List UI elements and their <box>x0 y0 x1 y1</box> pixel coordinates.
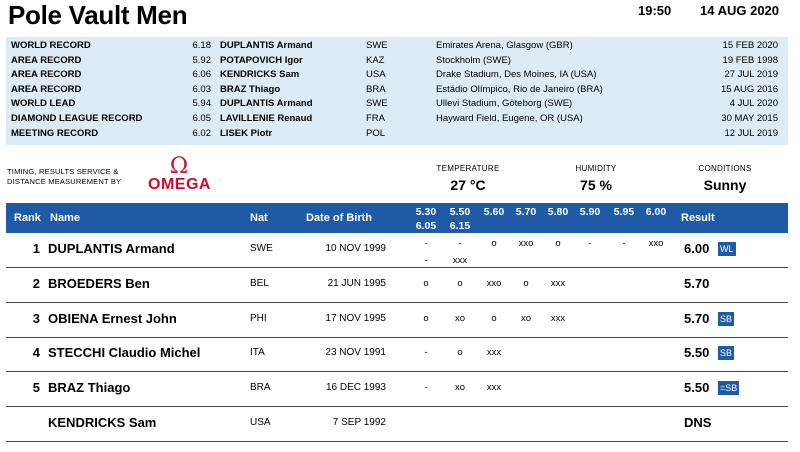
record-type: WORLD LEAD <box>11 98 76 110</box>
temperature-block <box>428 164 508 193</box>
attempt-cell: xxo <box>518 238 534 249</box>
height-header: 5.95 <box>613 206 635 218</box>
temperature-label: TEMPERATURE <box>436 164 500 173</box>
attempt-cell: o <box>423 277 429 289</box>
height-header: 6.15 <box>449 220 471 232</box>
table-row <box>6 408 788 442</box>
attempt-cell: xo <box>520 312 532 324</box>
humidity-value: 75 % <box>580 177 612 193</box>
record-nat: SWE <box>366 98 388 110</box>
record-nat: FRA <box>366 113 385 124</box>
attempt-cell: - <box>424 347 428 359</box>
attempt-cell: xxx <box>486 382 502 394</box>
record-mark: 6.05 <box>192 113 211 124</box>
athlete-nat: BEL <box>250 277 269 289</box>
record-row <box>6 54 788 69</box>
record-holder: DUPLANTIS Armand <box>220 98 313 110</box>
athlete-result: 5.70 <box>684 275 710 291</box>
attempt-cell: o <box>491 312 497 324</box>
record-venue: Stockholm (SWE) <box>436 54 511 66</box>
athlete-result: 6.00 <box>684 241 710 256</box>
athlete-dob: 16 DEC 1993 <box>325 382 386 394</box>
record-badge: =SB <box>720 383 738 394</box>
record-holder: KENDRICKS Sam <box>220 69 300 81</box>
athlete-rank: 5 <box>32 380 40 396</box>
athlete-rank: 2 <box>32 275 40 291</box>
timing-credit-line1: TIMING, RESULTS SERVICE & <box>7 167 119 176</box>
record-holder: LISEK Piotr <box>220 127 273 139</box>
record-badge: WL <box>720 244 734 254</box>
record-mark: 6.18 <box>192 40 211 51</box>
athlete-nat: USA <box>250 417 271 428</box>
record-date: 27 JUL 2019 <box>724 69 778 81</box>
height-header: 5.60 <box>483 206 505 218</box>
record-mark: 6.06 <box>192 69 211 81</box>
attempt-cell: o <box>555 238 561 249</box>
record-row <box>6 68 788 83</box>
record-badge: SB <box>720 348 733 359</box>
col-header-result: Result <box>681 212 715 224</box>
col-header-nat: Nat <box>250 212 268 224</box>
record-date: 15 AUG 2016 <box>720 83 778 95</box>
record-nat: SWE <box>366 40 388 51</box>
attempt-cell: o <box>523 277 529 289</box>
record-type: AREA RECORD <box>11 54 82 66</box>
attempt-cell: xxo <box>648 238 664 249</box>
record-type: MEETING RECORD <box>11 127 99 139</box>
table-row <box>6 234 788 268</box>
attempt-cell: xxx <box>550 312 566 324</box>
omega-wordmark: OMEGA <box>148 176 211 193</box>
athlete-nat: BRA <box>250 382 271 394</box>
attempt-cell: - <box>424 382 428 394</box>
attempt-cell: xxx <box>550 277 566 289</box>
conditions-block <box>680 164 770 193</box>
page-title: Pole Vault Men <box>8 0 188 30</box>
record-venue: Hayward Field, Eugene, OR (USA) <box>436 113 583 124</box>
record-row <box>6 39 788 54</box>
record-date: 19 FEB 1998 <box>722 54 778 66</box>
omega-symbol-icon: Ω <box>169 154 189 179</box>
record-holder: POTAPOVICH Igor <box>220 54 303 66</box>
timing-credit-line2: DISTANCE MEASUREMENT BY <box>7 177 122 186</box>
record-type: AREA RECORD <box>11 69 82 81</box>
athlete-dob: 23 NOV 1991 <box>325 347 386 359</box>
attempt-cell: - <box>424 255 428 266</box>
timing-credit <box>7 167 121 187</box>
record-badge: SB <box>720 313 733 324</box>
humidity-label: HUMIDITY <box>575 164 617 173</box>
record-nat: KAZ <box>366 54 385 66</box>
attempt-cell: - <box>458 238 462 249</box>
col-header-dob: Date of Birth <box>306 212 372 224</box>
attempt-cell: o <box>457 277 463 289</box>
event-date: 14 AUG 2020 <box>700 3 780 18</box>
record-venue: Ullevi Stadium, Göteborg (SWE) <box>436 98 573 110</box>
col-header-rank: Rank <box>14 212 41 224</box>
table-row <box>6 373 788 407</box>
attempt-cell: - <box>424 238 428 249</box>
record-date: 4 JUL 2020 <box>729 98 778 110</box>
attempt-cell: o <box>457 347 463 359</box>
table-row <box>6 338 788 372</box>
height-header: 5.90 <box>579 206 601 218</box>
record-venue: Emirates Arena, Glasgow (GBR) <box>436 40 573 51</box>
athlete-name: OBIENA Ernest John <box>48 310 177 326</box>
table-row <box>6 304 788 338</box>
record-venue: Estádio Olímpico, Rio de Janeiro (BRA) <box>436 83 603 95</box>
record-type: DIAMOND LEAGUE RECORD <box>11 113 143 124</box>
attempt-cell: - <box>588 238 592 249</box>
attempt-cell: xo <box>454 312 466 324</box>
omega-logo <box>148 154 211 193</box>
record-venue: Drake Stadium, Des Moines, IA (USA) <box>436 69 597 81</box>
record-row <box>6 127 788 142</box>
athlete-name: BRAZ Thiago <box>48 380 131 396</box>
record-mark: 6.03 <box>192 83 211 95</box>
height-header: 5.50 <box>449 206 471 218</box>
athlete-name: STECCHI Claudio Michel <box>48 345 201 361</box>
records-panel <box>6 37 788 145</box>
record-row <box>6 83 788 98</box>
col-header-name: Name <box>50 212 80 224</box>
athlete-result: 5.50 <box>684 345 710 361</box>
athlete-nat: SWE <box>250 243 273 254</box>
conditions-label: CONDITIONS <box>698 164 752 173</box>
record-date: 12 JUL 2019 <box>724 127 778 139</box>
athlete-rank: 3 <box>32 310 40 326</box>
event-time: 19:50 <box>638 3 672 18</box>
athlete-rank: 4 <box>32 345 40 361</box>
record-nat: BRA <box>366 83 386 95</box>
record-holder: DUPLANTIS Armand <box>220 40 313 51</box>
attempt-cell: o <box>491 238 497 249</box>
athlete-dob: 7 SEP 1992 <box>332 417 386 428</box>
temperature-value: 27 °C <box>450 177 486 193</box>
athlete-nat: ITA <box>250 347 265 359</box>
attempt-cell: o <box>423 312 429 324</box>
athlete-rank: 1 <box>32 241 40 256</box>
record-mark: 5.92 <box>192 54 211 66</box>
record-row <box>6 112 788 127</box>
humidity-block <box>560 164 632 193</box>
record-type: WORLD RECORD <box>11 40 91 51</box>
record-nat: POL <box>366 127 386 139</box>
attempt-cell: xxx <box>486 347 502 359</box>
record-holder: LAVILLENIE Renaud <box>220 113 313 124</box>
height-header: 5.30 <box>415 206 437 218</box>
record-row <box>6 97 788 112</box>
athlete-nat: PHI <box>250 312 267 324</box>
attempt-cell: xo <box>454 382 466 394</box>
record-holder: BRAZ Thiago <box>220 83 281 95</box>
athlete-result: 5.50 <box>684 380 710 396</box>
athlete-name: BROEDERS Ben <box>48 275 150 291</box>
record-date: 30 MAY 2015 <box>721 113 778 124</box>
attempt-cell: xxx <box>452 255 468 266</box>
record-date: 15 FEB 2020 <box>722 40 778 51</box>
record-mark: 5.94 <box>192 98 211 110</box>
height-header: 6.00 <box>645 206 667 218</box>
record-nat: USA <box>366 69 386 81</box>
conditions-value: Sunny <box>703 177 747 193</box>
record-mark: 6.02 <box>192 127 211 139</box>
record-type: AREA RECORD <box>11 83 82 95</box>
attempt-cell: xxo <box>486 277 502 289</box>
athlete-dob: 21 JUN 1995 <box>327 277 386 289</box>
athlete-result: 5.70 <box>684 310 710 326</box>
table-row <box>6 269 788 303</box>
athlete-name: DUPLANTIS Armand <box>48 241 175 256</box>
athlete-result: DNS <box>684 415 712 430</box>
athlete-dob: 17 NOV 1995 <box>325 312 386 324</box>
athlete-dob: 10 NOV 1999 <box>325 243 386 254</box>
results-table-header <box>6 203 788 233</box>
height-header: 6.05 <box>415 220 437 232</box>
height-header: 5.80 <box>547 206 569 218</box>
athlete-name: KENDRICKS Sam <box>48 415 157 430</box>
height-header: 5.70 <box>515 206 537 218</box>
attempt-cell: - <box>622 238 626 249</box>
